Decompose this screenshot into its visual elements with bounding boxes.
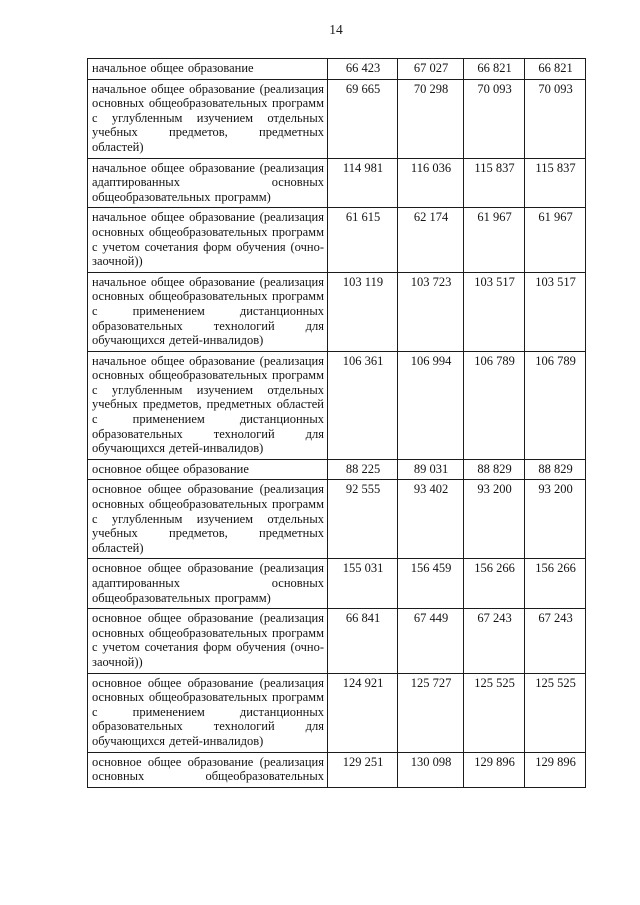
table-row xyxy=(88,59,586,80)
row-value: 89 031 xyxy=(398,459,464,480)
row-label-cell xyxy=(88,752,328,787)
row-value: 61 967 xyxy=(525,208,586,272)
table-row xyxy=(88,351,586,459)
row-label: начальное общее образование (реализация основных общеобразовательных программ с применением дистанционных образовательных технологий для обучающихся детей-инвалидов) xyxy=(92,274,324,348)
row-value: 129 896 xyxy=(464,752,525,787)
row-label: основное общее образование (реализация основных общеобразовательных программ с учетом сочетания форм обучения (очно-заочной)) xyxy=(92,611,324,669)
row-value: 103 517 xyxy=(464,272,525,351)
row-label-cell xyxy=(88,79,328,158)
table-row xyxy=(88,673,586,752)
table-row xyxy=(88,158,586,208)
row-label-cell xyxy=(88,59,328,80)
row-value: 114 981 xyxy=(328,158,398,208)
row-label-cell xyxy=(88,351,328,459)
row-label: начальное общее образование (реализация основных общеобразовательных программ с учетом сочетания форм обучения (очно-заочной)) xyxy=(92,210,324,269)
row-value: 61 615 xyxy=(328,208,398,272)
row-value: 156 266 xyxy=(464,559,525,609)
row-label-cell xyxy=(88,459,328,480)
row-value: 67 449 xyxy=(398,609,464,673)
row-value: 130 098 xyxy=(398,752,464,787)
row-value: 62 174 xyxy=(398,208,464,272)
row-label: начальное общее образование xyxy=(92,61,254,75)
row-value: 124 921 xyxy=(328,673,398,752)
row-value: 156 459 xyxy=(398,559,464,609)
row-label-cell xyxy=(88,559,328,609)
row-label-cell xyxy=(88,609,328,673)
row-value: 125 525 xyxy=(464,673,525,752)
table-row xyxy=(88,609,586,673)
row-label-cell xyxy=(88,208,328,272)
table-row xyxy=(88,480,586,559)
row-value: 106 361 xyxy=(328,351,398,459)
row-value: 88 829 xyxy=(464,459,525,480)
row-value: 125 525 xyxy=(525,673,586,752)
row-value: 93 200 xyxy=(464,480,525,559)
table-row xyxy=(88,79,586,158)
row-value: 88 225 xyxy=(328,459,398,480)
row-label: основное общее образование (реализация основных общеобразовательных xyxy=(92,754,324,784)
row-value: 103 119 xyxy=(328,272,398,351)
row-value: 93 402 xyxy=(398,480,464,559)
row-value: 93 200 xyxy=(525,480,586,559)
row-label: начальное общее образование (реализация адаптированных основных общеобразовательных программ) xyxy=(92,160,324,204)
row-value: 129 896 xyxy=(525,752,586,787)
education-normatives-table xyxy=(87,58,586,788)
row-label-cell xyxy=(88,158,328,208)
row-value: 115 837 xyxy=(525,158,586,208)
row-label-cell xyxy=(88,272,328,351)
row-value: 106 789 xyxy=(464,351,525,459)
row-value: 61 967 xyxy=(464,208,525,272)
table-row xyxy=(88,752,586,787)
row-value: 66 821 xyxy=(464,59,525,80)
row-value: 66 841 xyxy=(328,609,398,673)
table-body xyxy=(88,59,586,788)
row-value: 67 243 xyxy=(525,609,586,673)
row-value: 69 665 xyxy=(328,79,398,158)
row-label-cell xyxy=(88,480,328,559)
row-value: 67 243 xyxy=(464,609,525,673)
row-label: основное общее образование (реализация основных общеобразовательных программ с углубленным изучением отдельных учебных предметов, предметных областей) xyxy=(92,482,324,555)
row-value: 115 837 xyxy=(464,158,525,208)
row-value: 116 036 xyxy=(398,158,464,208)
table-row xyxy=(88,459,586,480)
row-label: основное общее образование (реализация адаптированных основных общеобразовательных программ) xyxy=(92,561,324,605)
table-row xyxy=(88,559,586,609)
row-value: 66 423 xyxy=(328,59,398,80)
row-value: 103 723 xyxy=(398,272,464,351)
row-value: 106 994 xyxy=(398,351,464,459)
table-row xyxy=(88,272,586,351)
row-label: основное общее образование xyxy=(92,461,249,476)
row-value: 103 517 xyxy=(525,272,586,351)
row-value: 88 829 xyxy=(525,459,586,480)
row-value: 70 093 xyxy=(525,79,586,158)
page-number: 14 xyxy=(329,22,343,37)
row-value: 92 555 xyxy=(328,480,398,559)
row-value: 70 093 xyxy=(464,79,525,158)
row-value: 125 727 xyxy=(398,673,464,752)
row-value: 66 821 xyxy=(525,59,586,80)
row-value: 67 027 xyxy=(398,59,464,80)
row-value: 155 031 xyxy=(328,559,398,609)
table-row xyxy=(88,208,586,272)
row-value: 70 298 xyxy=(398,79,464,158)
row-value: 106 789 xyxy=(525,351,586,459)
row-value: 156 266 xyxy=(525,559,586,609)
row-label-cell xyxy=(88,673,328,752)
row-label: начальное общее образование (реализация основных общеобразовательных программ с углубленным изучением отдельных учебных предметов, предметных областей) xyxy=(92,81,324,154)
row-label: начальное общее образование (реализация основных общеобразовательных программ с углубленным изучением отдельных учебных предметов, предметных областей с применением дистанционных образовательных технологий для обучающихся детей-инвалидов) xyxy=(92,353,324,456)
row-label: основное общее образование (реализация основных общеобразовательных программ с применением дистанционных образовательных технологий для обучающихся детей-инвалидов) xyxy=(92,675,324,748)
row-value: 129 251 xyxy=(328,752,398,787)
